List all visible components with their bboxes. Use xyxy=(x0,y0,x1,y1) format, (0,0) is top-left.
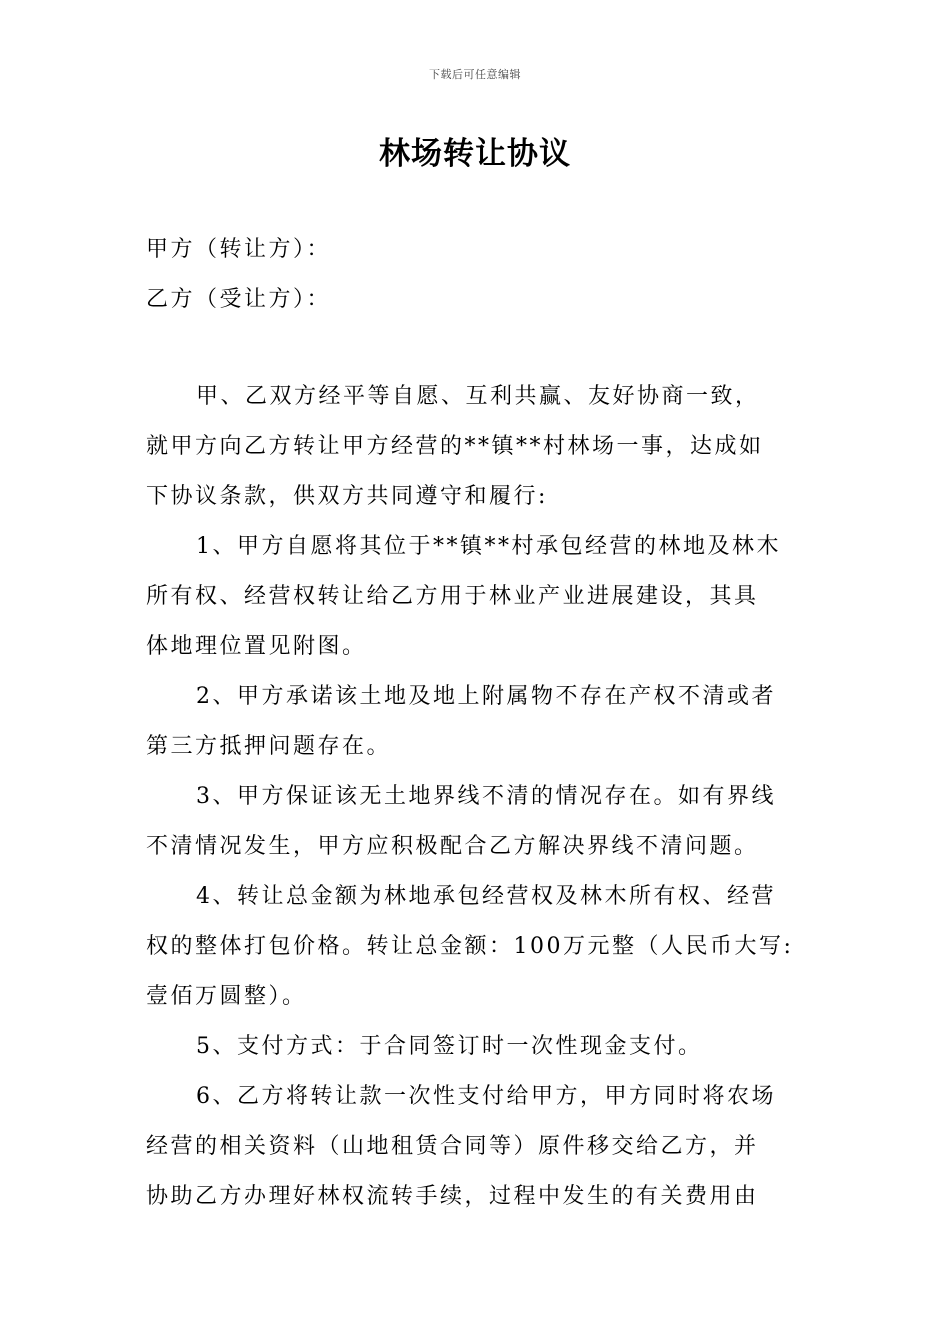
party-b-line: 乙方（受让方）： xyxy=(146,287,332,312)
clause-5-line: 5、支付方式：于合同签订时一次性现金支付。 xyxy=(196,1034,703,1059)
party-a-line: 甲方（转让方）： xyxy=(146,237,332,262)
preamble-line: 就甲方向乙方转让甲方经营的**镇**村林场一事，达成如 xyxy=(146,434,764,459)
clause-4-line: 4、转让总金额为林地承包经营权及林木所有权、经营 xyxy=(196,884,776,909)
clause-2-line: 2、甲方承诺该土地及地上附属物不存在产权不清或者 xyxy=(196,684,776,709)
clause-1-line: 1、甲方自愿将其位于**镇**村承包经营的林地及林木 xyxy=(196,534,781,559)
preamble-line: 下协议条款，供双方共同遵守和履行: xyxy=(146,484,548,509)
clause-6-line: 经营的相关资料（山地租赁合同等）原件移交给乙方，并 xyxy=(146,1134,759,1159)
clause-1-line: 体地理位置见附图。 xyxy=(146,634,367,659)
clause-1-line: 所有权、经营权转让给乙方用于林业产业进展建设，其具 xyxy=(146,584,759,609)
clause-4-line: 权的整体打包价格。转让总金额：100万元整（人民币大写: xyxy=(146,934,794,959)
document-title: 林场转让协议 xyxy=(379,136,571,172)
agreement-body xyxy=(146,372,812,1222)
clause-3-line: 不清情况发生，甲方应积极配合乙方解决界线不清问题。 xyxy=(146,834,759,859)
clause-3-line: 3、甲方保证该无土地界线不清的情况存在。如有界线 xyxy=(196,784,776,809)
clause-2-line: 第三方抵押问题存在。 xyxy=(146,734,392,759)
clause-4-line: 壹佰万圆整）。 xyxy=(146,984,307,1009)
parties-block xyxy=(146,225,812,325)
header-note: 下载后可任意编辑 xyxy=(429,68,521,81)
clause-6-line: 6、乙方将转让款一次性支付给甲方，甲方同时将农场 xyxy=(196,1084,776,1109)
clause-6-line: 协助乙方办理好林权流转手续，过程中发生的有关费用由 xyxy=(146,1184,759,1209)
preamble-line: 甲、乙双方经平等自愿、互利共赢、友好协商一致， xyxy=(196,384,760,409)
